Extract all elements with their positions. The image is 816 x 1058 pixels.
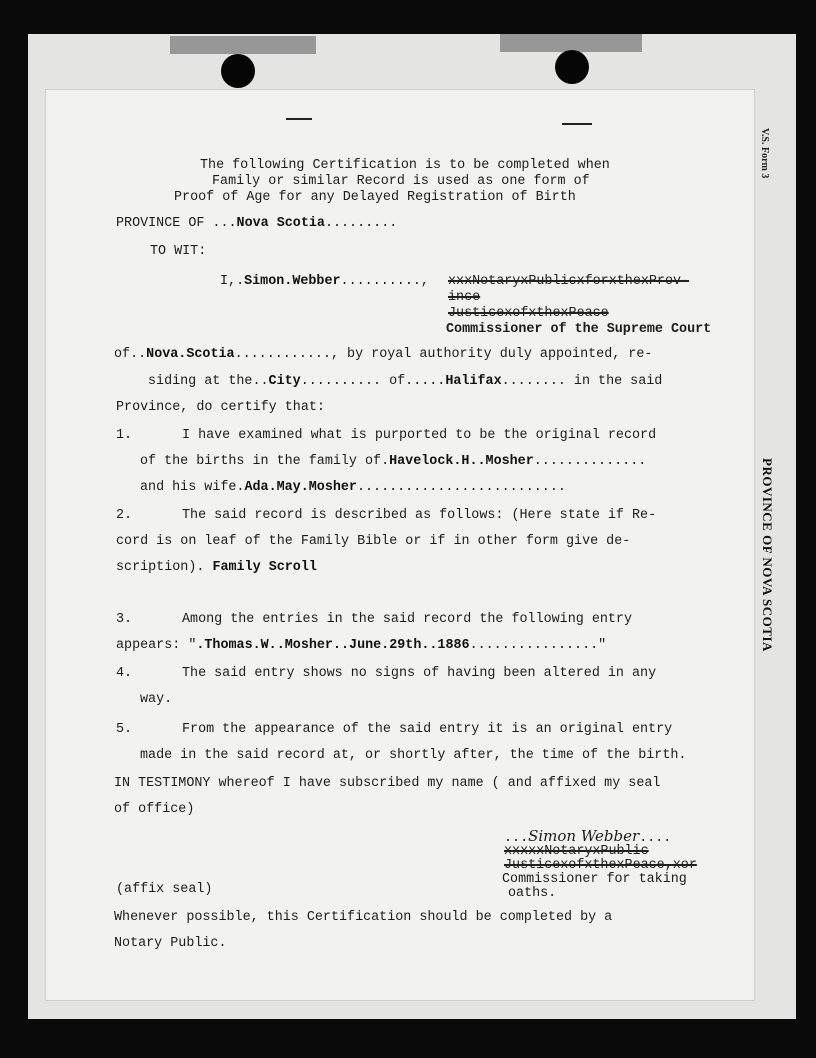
i-prefix: I,.: [220, 274, 245, 289]
item-3-line-2: [116, 638, 606, 654]
struck-notary-public: xxxNotaryxPublicxforxthexProv-: [448, 274, 690, 289]
item-3-suffix: ": [598, 638, 607, 653]
item-2-line-3: [116, 560, 317, 576]
signature-dots-left: ...: [504, 831, 529, 846]
signature: Simon Webber: [528, 827, 640, 845]
residing-line: [148, 374, 662, 390]
of-suffix: ............, by royal authority duly appointed, re-: [234, 347, 653, 362]
item-1-line-2-dots: ..............: [533, 454, 647, 469]
sig-commissioner-2: oaths.: [508, 886, 557, 901]
item-2-line-2: cord is on leaf of the Family Bible or if in other form give de-: [116, 534, 631, 549]
of-prefix: of..: [114, 347, 147, 362]
header-line-3: Proof of Age for any Delayed Registration of Birth: [174, 190, 576, 205]
province-prefix: PROVINCE OF ...: [116, 216, 237, 231]
affix-seal: (affix seal): [116, 882, 213, 897]
record-description: Family Scroll: [212, 560, 317, 575]
dash-mark: [562, 123, 592, 125]
testimony-line-1: IN TESTIMONY whereof I have subscribed my name ( and affixed my seal: [114, 776, 661, 791]
tape-strip-left: [170, 36, 316, 54]
item-1-line-3: [140, 480, 566, 496]
struck-justice-of-peace: JusticexofxthexPeace: [448, 306, 609, 321]
item-1-line-2: [140, 454, 646, 470]
residing-mid: .......... of.....: [300, 374, 446, 389]
residing-suffix: ........ in the said: [501, 374, 663, 389]
item-2-number: 2.: [116, 508, 133, 523]
birth-entry: .Thomas.W..Mosher..June.29th..1886: [196, 638, 470, 653]
item-5-number: 5.: [116, 722, 133, 737]
item-2-line-3-text: scription).: [116, 560, 205, 575]
footer-line-2: Notary Public.: [114, 936, 227, 951]
item-1-line-3-dots: ..........................: [356, 480, 566, 495]
item-4-line-1: The said entry shows no signs of having been altered in any: [182, 666, 657, 681]
testimony-line-2: of office): [114, 802, 195, 817]
sig-struck-notary-prefix: xxxxx: [504, 844, 545, 859]
item-4-number: 4.: [116, 666, 133, 681]
item-3-line-1: Among the entries in the said record the following entry: [182, 612, 632, 627]
dash-mark: [286, 118, 312, 120]
certifier-name: Simon.Webber: [244, 274, 341, 289]
of-line: [114, 347, 652, 363]
certification-form: [46, 90, 754, 1000]
item-1-line-3-prefix: and his wife.: [140, 480, 245, 495]
to-wit-label: TO WIT:: [150, 244, 207, 259]
punch-hole-right: [555, 50, 589, 84]
item-5-line-1: From the appearance of the said entry it is an original entry: [182, 722, 673, 737]
sig-commissioner-1: Commissioner for taking: [502, 872, 687, 887]
sig-struck-justice: JusticexofxthexPeace,xor: [504, 858, 697, 873]
item-3-dots: ................: [469, 638, 599, 653]
province-value: Nova Scotia: [236, 216, 325, 231]
item-3-number: 3.: [116, 612, 133, 627]
residing-prefix: siding at the..: [148, 374, 269, 389]
item-3-prefix: appears: ": [116, 638, 197, 653]
province-line: [116, 216, 397, 232]
certifier-line: [220, 274, 429, 290]
sig-struck-notary-text: NotaryxPublic: [544, 844, 649, 859]
commissioner-title: [446, 322, 711, 338]
header-line-2: Family or similar Record is used as one form of: [212, 174, 590, 189]
certifier-dots: ..........,: [340, 274, 429, 289]
struck-notary-public-cont: ince: [448, 290, 481, 305]
commissioner-title-text: Commissioner of the Supreme Court: [446, 322, 712, 337]
item-1-line-1: I have examined what is purported to be the original record: [182, 428, 657, 443]
residing-city: Halifax: [445, 374, 502, 389]
item-5-line-2: made in the said record at, or shortly after, the time of the birth.: [140, 748, 687, 763]
punch-hole-left: [221, 54, 255, 88]
residing-value: City: [268, 374, 301, 389]
of-value: Nova.Scotia: [146, 347, 235, 362]
province-vertical-label: PROVINCE OF NOVA SCOTIA: [760, 458, 775, 652]
province-suffix: .........: [324, 216, 398, 231]
footer-line-1: Whenever possible, this Certification should be completed by a: [114, 910, 613, 925]
mother-name: Ada.May.Mosher: [244, 480, 357, 495]
item-2-line-1: The said record is described as follows: (Here state if Re-: [182, 508, 657, 523]
header-line-1: The following Certification is to be completed when: [200, 158, 610, 173]
father-name: Havelock.H..Mosher: [389, 454, 534, 469]
item-1-number: 1.: [116, 428, 133, 443]
form-label: V.S. Form 3: [759, 128, 770, 179]
item-4-line-2: way.: [140, 692, 173, 707]
signature-dots-right: ....: [639, 831, 672, 846]
item-1-line-2-prefix: of the births in the family of.: [140, 454, 390, 469]
province-certify: Province, do certify that:: [116, 400, 325, 415]
